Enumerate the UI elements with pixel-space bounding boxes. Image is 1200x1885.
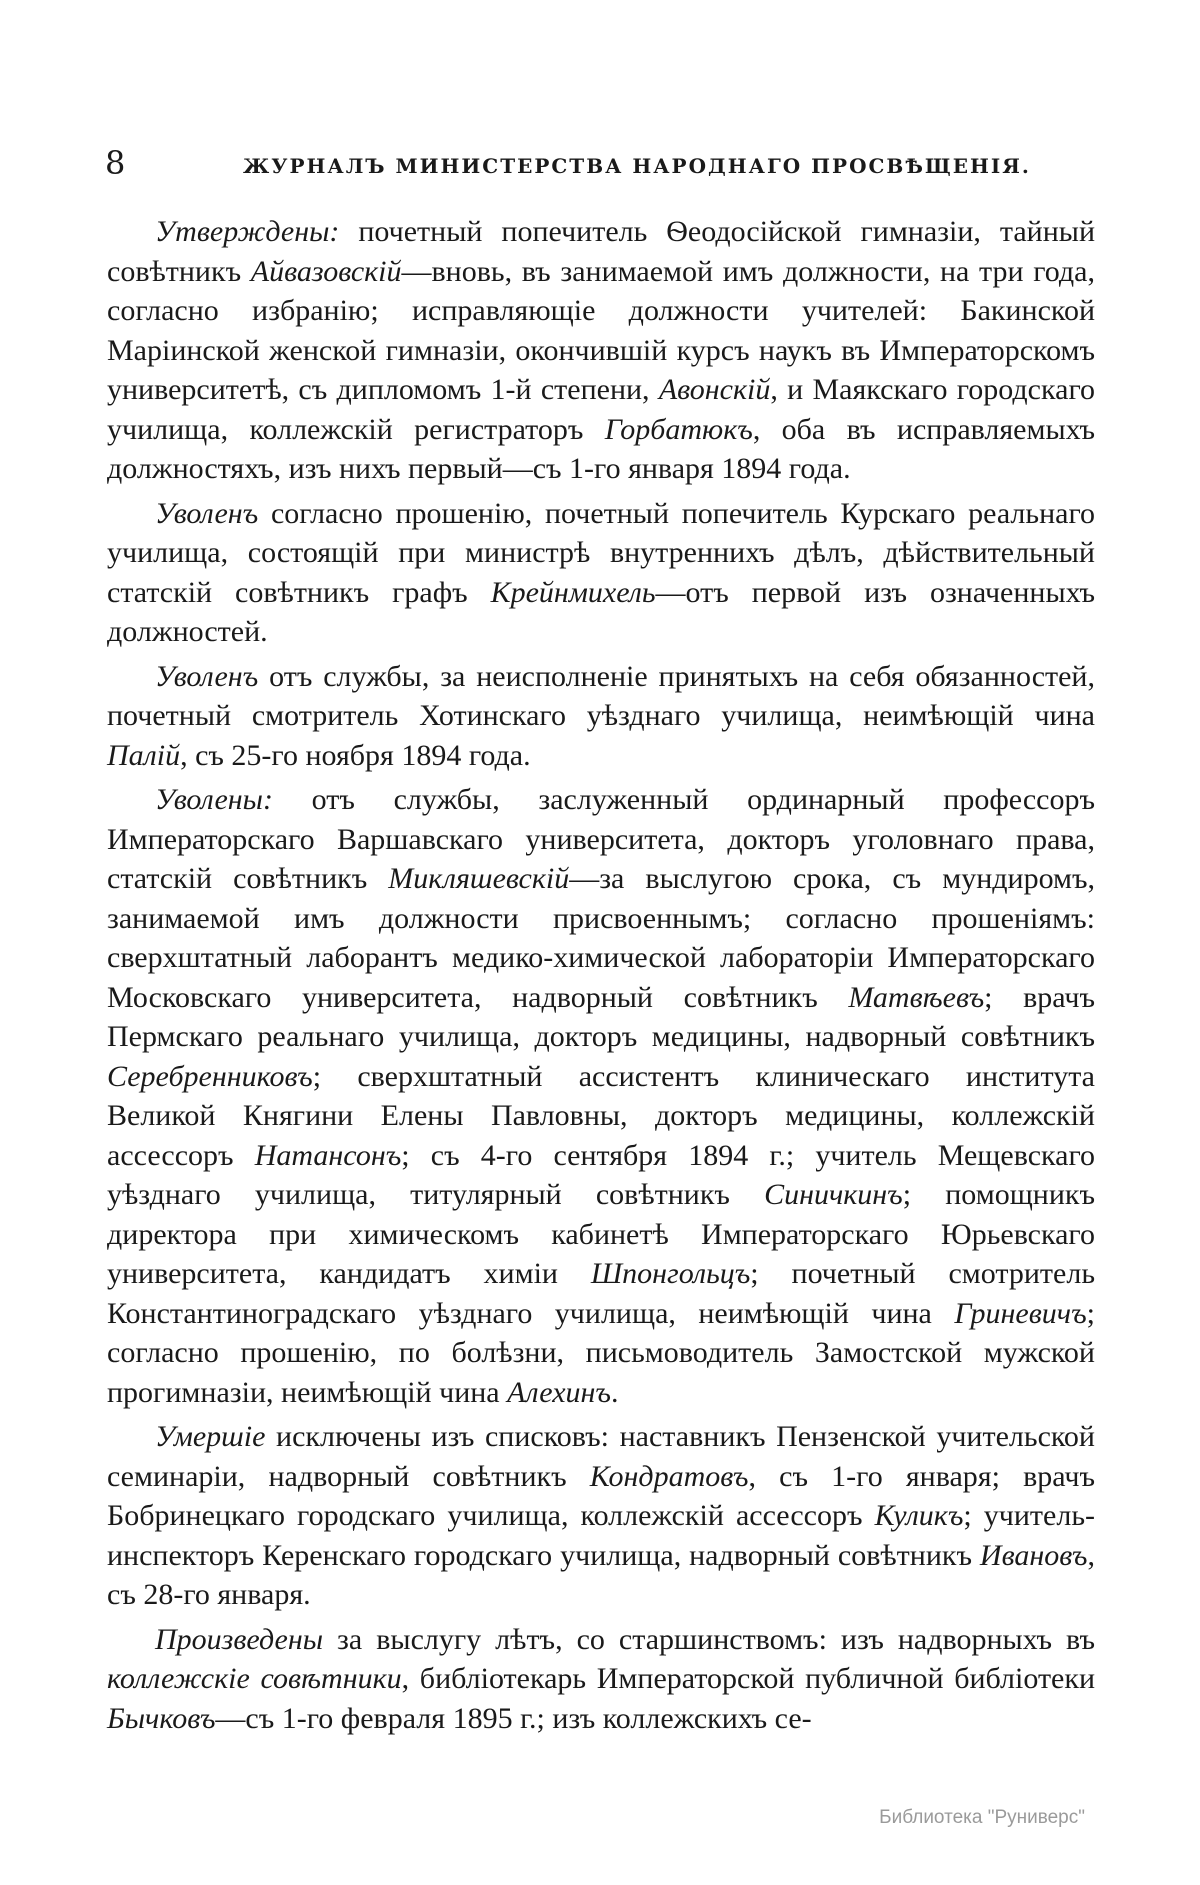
text-run: —вновь, въ занимаемой имъ должности, на три года, согласно избранію; исправляющіе должности учителей: Бакинской Маріинской женской гимназіи, окончившій курсъ наукъ въ Императорскомъ университетѣ, съ дипломомъ 1-й степени, bbox=[107, 254, 1096, 406]
text-run: —отъ первой изъ означенныхъ должностей. bbox=[107, 575, 1095, 648]
person-name: Шпонгольцъ bbox=[590, 1257, 751, 1290]
text-run: почетный попечитель Ѳеодосійской гимназіи, тайный совѣтникъ bbox=[107, 215, 1095, 288]
paragraph-lead: Утверждены: bbox=[155, 215, 340, 248]
text-run: , библіотекарь Императорской публичной библіотеки bbox=[401, 1662, 1095, 1695]
text-run: за выслугу лѣтъ, со старшинствомъ: изъ надворныхъ въ bbox=[323, 1622, 1095, 1656]
text-run: , съ 28-го января. bbox=[107, 1538, 1095, 1611]
paragraph-promoted bbox=[107, 1620, 1095, 1739]
person-name: Айвазовскій bbox=[250, 254, 402, 288]
paragraph-approved bbox=[107, 212, 1095, 489]
text-run: отъ службы, заслуженный ординарный профессоръ Императорскаго Варшавскаго университета, докторъ уголовнаго права, статскій совѣтникъ bbox=[107, 783, 1095, 895]
person-name: Натансонъ bbox=[254, 1138, 402, 1172]
text-run: , съ 25-го ноября 1894 года. bbox=[180, 738, 531, 772]
text-run: —съ 1-го февраля 1895 г.; изъ коллежскихъ се- bbox=[215, 1701, 812, 1735]
text-run: ; согласно прошенію, по болѣзни, письмоводитель Замостской мужской прогимназіи, неимѣющій чина bbox=[107, 1296, 1095, 1409]
journal-title: ЖУРНАЛЪ МИНИСТЕРСТВА НАРОДНАГО ПРОСВѢЩЕНІЯ. bbox=[243, 154, 1031, 178]
person-name: Крейнмихель bbox=[490, 575, 656, 609]
person-name: Микляшевскій bbox=[388, 862, 570, 895]
text-run: исключены изъ списковъ: наставникъ Пензенской учительской семинаріи, надворный совѣтникъ bbox=[107, 1420, 1095, 1493]
person-name: Горбатюкъ bbox=[604, 412, 753, 446]
text-run: . bbox=[610, 1375, 619, 1409]
paragraph-dismissed-service bbox=[107, 657, 1095, 776]
person-name: Алехинъ bbox=[507, 1375, 611, 1409]
text-run: , съ 1-го января; врачъ Бобринецкаго городскаго училища, коллежскій ассессоръ bbox=[107, 1459, 1096, 1532]
text-run: ; врачъ Пермскаго реальнаго училища, докторъ медицины, надворный совѣтникъ bbox=[107, 980, 1095, 1053]
text-run: ; помощникъ директора при химическомъ кабинетѣ Императорскаго Юрьевскаго университета, кандидатъ химіи bbox=[107, 1178, 1095, 1290]
text-run: ; почетный смотритель Константиноградскаго уѣзднаго училища, неимѣющій чина bbox=[107, 1257, 1095, 1330]
library-watermark: Библиотека "Руниверс" bbox=[879, 1807, 1085, 1828]
person-name: Матвѣевъ bbox=[848, 980, 985, 1014]
person-name: Гриневичъ bbox=[954, 1296, 1087, 1330]
person-name: Кондратовъ bbox=[589, 1459, 749, 1493]
text-run: —за выслугою срока, съ мундиромъ, занимаемой имъ должности присвоеннымъ; согласно прошеніямъ: сверхштатный лаборантъ медико-химической лабораторіи Императорскаго Московскаго университета, надворный совѣтникъ bbox=[107, 862, 1095, 1014]
text-run: , оба въ исправляемыхъ должностяхъ, изъ нихъ первый—съ 1-го января 1894 года. bbox=[107, 412, 1095, 485]
person-name: Серебренниковъ bbox=[107, 1059, 313, 1093]
paragraph-lead: Произведены bbox=[155, 1622, 324, 1656]
text-run: отъ службы, за неисполненіе принятыхъ на себя обязанностей, почетный смотритель Хотинскаго уѣзднаго училища, неимѣющій чина bbox=[107, 659, 1095, 732]
page-number: 8 bbox=[105, 144, 126, 182]
text-run: ; учитель-инспекторъ Керенскаго городскаго училища, надворный совѣтникъ bbox=[107, 1499, 1096, 1572]
paragraph-dismissed-list bbox=[107, 780, 1095, 1412]
text-run: ; сверхштатный ассистентъ клиническаго института Великой Княгини Елены Павловны, докторъ медицины, коллежскій ассессоръ bbox=[107, 1059, 1095, 1172]
body-text bbox=[107, 212, 1095, 1738]
person-name: Авонскій bbox=[658, 373, 771, 406]
paragraph-lead: Уволенъ bbox=[155, 496, 259, 530]
person-name: Бычковъ bbox=[107, 1701, 216, 1735]
person-name: Куликъ bbox=[874, 1499, 964, 1532]
paragraph-deceased bbox=[107, 1417, 1095, 1615]
person-name: Ивановъ bbox=[979, 1538, 1088, 1572]
paragraph-lead: Умершіе bbox=[155, 1420, 266, 1453]
paragraph-dismissed-request bbox=[107, 494, 1095, 652]
person-name: Палій bbox=[107, 738, 181, 772]
person-name: Синичкинъ bbox=[764, 1178, 903, 1211]
text-run: ; съ 4-го сентября 1894 г.; учитель Мещевскаго уѣзднаго училища, титулярный совѣтникъ bbox=[107, 1138, 1096, 1211]
text-run: , и Маякскаго городскаго училища, коллежскій регистраторъ bbox=[107, 373, 1095, 446]
running-header bbox=[105, 143, 1097, 183]
paragraph-lead: Уволенъ bbox=[155, 659, 259, 693]
rank-name: коллежскіе совѣтники bbox=[107, 1662, 402, 1695]
text-run: согласно прошенію, почетный попечитель Курскаго реальнаго училища, состоящій при министрѣ внутреннихъ дѣлъ, дѣйствительный статскій совѣтникъ графъ bbox=[107, 496, 1095, 609]
paragraph-lead: Уволены: bbox=[155, 783, 273, 816]
